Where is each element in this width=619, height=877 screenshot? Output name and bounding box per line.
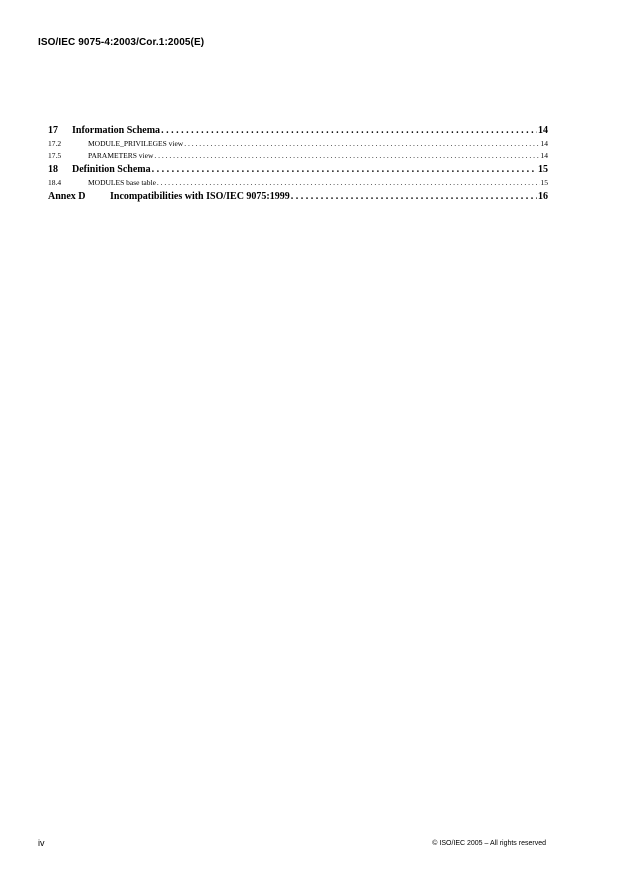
- toc-entry-title: Information Schema: [72, 125, 161, 136]
- toc-entry-number: 18.4: [48, 178, 62, 187]
- toc-entry-18-4[interactable]: [48, 177, 548, 189]
- toc-entry-17-2[interactable]: [48, 138, 548, 150]
- toc-entry-page: 14: [540, 139, 548, 148]
- toc-entry-page: 16: [538, 191, 548, 202]
- toc-entry-number: Annex D: [48, 191, 86, 202]
- toc-entry-number: 17.2: [48, 139, 62, 148]
- toc-entry-title: Incompatibilities with ISO/IEC 9075:1999: [110, 191, 290, 202]
- toc-entry-page: 14: [540, 151, 548, 160]
- toc-entry-17-5[interactable]: [48, 150, 548, 162]
- footer-page-number: iv: [38, 838, 45, 848]
- toc-dot-leader: [291, 189, 537, 204]
- toc-entry-title: MODULE_PRIVILEGES view: [88, 139, 184, 148]
- footer-copyright: © ISO/IEC 2005 – All rights reserved: [432, 840, 546, 847]
- toc-entry-title: MODULES base table: [88, 178, 156, 187]
- toc-entry-number: 17.5: [48, 151, 62, 160]
- toc-dot-leader: [184, 138, 539, 150]
- toc-entry-18[interactable]: [48, 162, 548, 177]
- toc-entry-page: 15: [540, 178, 548, 187]
- toc-entry-annex-d[interactable]: [48, 189, 548, 204]
- toc-dot-leader: [157, 177, 540, 189]
- toc-dot-leader: [161, 123, 537, 138]
- toc-entry-number: 17: [48, 125, 58, 136]
- toc-dot-leader: [154, 150, 539, 162]
- toc-entry-page: 14: [538, 125, 548, 136]
- toc-entry-number: 18: [48, 164, 58, 175]
- toc-entry-17[interactable]: [48, 123, 548, 138]
- toc-entry-title: Definition Schema: [72, 164, 151, 175]
- toc-dot-leader: [152, 162, 537, 177]
- table-of-contents: [48, 123, 548, 204]
- toc-entry-title: PARAMETERS view: [88, 151, 154, 160]
- document-header: ISO/IEC 9075-4:2003/Cor.1:2005(E): [38, 37, 205, 48]
- toc-entry-page: 15: [538, 164, 548, 175]
